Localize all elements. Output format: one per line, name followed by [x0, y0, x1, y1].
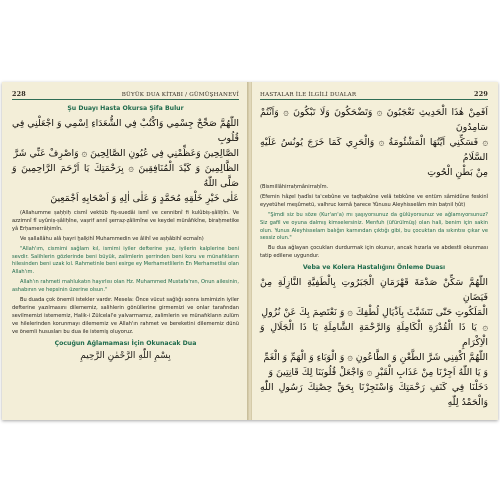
section-title-healing: Şu Duayı Hasta Okursa Şifa Bulur — [67, 105, 184, 112]
arabic-prayer-plague — [260, 275, 488, 410]
left-page-number: 228 — [12, 90, 26, 98]
arabic-line: وَ يَا اللّٰهُ اَجِرْنَا مِنْ عَذَابِ الْقَبْرِ ۞ وَاجْعَلْ قُلُوبَنَا لِكَ قَانِتِينَ وَ — [268, 367, 488, 379]
arabic-line: اللّٰهُمَّ صَحِّحْ جِسْمِي وَاكْتُبْ فِي الشُّعَدَاءِ اِسْمِي وَ اجْعَلْنِي فِي قُلُوبِ — [12, 118, 239, 144]
arabic-line: اللّٰهُمَّ سَكِّنْ صَدْمَةَ قَهْرَمَانِ الْجَبَرُوتِ بِالْطَفِيَّةِ النَّازِلَةِ مِنْ فَيَضَانِ — [260, 277, 488, 304]
right-running-title: HASTALAR İLE İLGİLİ DUALAR — [260, 92, 357, 98]
arabic-line: الظَّالِمِينَ وَ كَيْدَ الْمُنَافِقِينَ ۞ بِرَحْمَتِكَ يَا اَرْحَمَ الرَّاحِمِينَ وَ صَلَّى اللّٰهُ — [12, 163, 239, 189]
left-page — [2, 82, 248, 420]
basmala: بِسْمِ اللّٰهِ الرَّحْمٰنِ الرَّحِيمِ — [80, 350, 171, 361]
right-page-number: 229 — [474, 90, 488, 98]
arabic-prayer-child — [260, 105, 488, 180]
section-title-child-crying: Çocuğun Ağlamaması İçin Okunacak Dua — [54, 339, 197, 347]
arabic-line: اَفَمِنْ هٰذَا الْحَدِيثِ تَعْجَبُونَ ۞ وَتَضْحَكُونَ وَلَا تَبْكُونَ ۞ وَاَنْتُمْ سَامِدُونَ — [260, 107, 488, 133]
arabic-line: مِنْ بَطْنِ الْحُوتِ — [427, 167, 488, 178]
explanation-paragraph: Bu duada çok önemli istekler vardır. Mesela: Önce vücut sağlığı sonra ismimizin iyiler defterine yazılmasını dilememiz, salihlerin gönüllerine girmemizi ve onlar tarafından sevilmemizi istememiz, Halik-i Zülcelal'e yalvarmamız, zalimlerin ve münafıkların zulüm ve hilelerinden korunmayı dilememiz ve Allah'ın rahmet ve bereketini dilememiz dünü ve önemli hususları bu dua ile istemiş oluyoruz. — [12, 297, 239, 335]
transliteration-paragraph: (Allahumme ṣaḥḥiḥ cismî vektüb fiş-suedâi ismî ve cennibnî fi kulûbiṣ-ṣâliḥîn. Ve azzimnî fî uyûniṣ-ṣâliḥîne, vaṣrif annî şerraẓ-ẓâlimîne ve keydel münâfıkîne, biraḥmetike yâ Erḥamerrâḥimîn. — [12, 210, 239, 232]
right-page-header — [260, 90, 488, 100]
meaning-paragraph: Allah'ın rahmeti mahlukatın hayırlısı olan Hz. Muhammed Mustafa'nın, Onun ailesinin, ashabının ve hepsinin üzerine olsun." — [12, 279, 239, 294]
arabic-line: ۞ يَا ذَا الْقُدْرَةِ الْكَامِلَةِ وَالرَّحْمَةِ الشَّامِلَةِ يَا ذَا الْجَلَالِ وَ الْاِكْرَامِ — [260, 322, 488, 349]
basmala-transliteration: (Bismillâhirraḥmânirraḥîm. — [260, 184, 329, 190]
arabic-line: الصَّالِحِينَ وَعَظِّمْنِي فِي عُيُونِ الصَّالِحِينَ ۞ وَاصْرِفْ عَنِّي شَرَّ — [13, 148, 239, 159]
transliteration-paragraph: Ve ṣallallâhu alâ ḥayri ḫalḳihî Muhammedin ve âlihî ve aṣḥâbihî ecmaîn) — [20, 235, 204, 242]
arabic-line: عَلٰى خَيْرِ خَلْقِهِ مُحَمَّدٍ وَ عَلٰى اٰلِهِ وَ اَصْحَابِهِ اَجْمَعِينَ — [50, 193, 239, 204]
meaning-paragraph: "Allah'ım, cismimi sağlam kıl, ismimi iyiler defterine yaz, iyilerin kalplerine beni sevdir. Salihlerin gözlerinde beni büyük, zalimlerin şerrinden beni koru ve münafıkların hilesinden beni uzak kıl. Rahmetinle beni esirge ey Merhametlilerin En Merhametlisi olan Allah'ım. — [12, 245, 239, 276]
arabic-line: اللّٰهُمَّ اكْفِنِي شَرَّ الطَّعْنِ وَ الطَّاعُونِ ۞ وَ الْوَبَاءِ وَ الْهَمِّ وَ الْغَمِّ — [263, 352, 488, 364]
left-running-title: BÜYÜK DUA KİTABI / GÜMÜŞHANEVÎ — [121, 92, 239, 98]
section-title-plague: Veba ve Kolera Hastalığını Önleme Duası — [302, 264, 446, 272]
arabic-line: ۞ فَسَكِّنِي اَيَّتُهَا الْمَشْئُومَةُ ۞ وَالْحَرِي كَمَا خَرَجَ يُونُسُ عَلَيْهِ السَّلَامُ — [260, 137, 488, 163]
open-book — [2, 82, 498, 420]
arabic-line: دَخَلْنَا فِي كَنَفِ رَحْمَتِكَ وَاسْتَجِرْنَا بِحَقِّ حِصْنِكَ رَسُولِ اللّٰهِ وَالْحَمْدُ لِلّٰهِ — [260, 382, 488, 409]
explanation-paragraph: Bu dua ağlayan çocukları durdurmak için okunur, ancak hızarla ve abdestli okunması tatip edilene uygundur. — [260, 245, 488, 260]
arabic-line: الْمَلَكُوتِ حَتّٰى نَتَشَبَّثَ بِاَذْيَالِ لُطْفِكَ ۞ وَ نَعْتَصِمَ بِكَ عَنْ نُزُولِ — [261, 307, 488, 319]
right-page — [252, 82, 498, 420]
transliteration-paragraph: (Efemin hâẕel ḥadîsi taʿcebûne ve taḍḥakûne velâ tebkûne ve entüm sâmidûne feskinî eyyetühel meşûmetü, valhruc kemâ ḫarece Yûnusu Aleyhisselâm min baṭnil ḥût) — [260, 193, 488, 208]
left-page-header — [12, 90, 239, 100]
arabic-prayer-healing — [12, 116, 239, 206]
meaning-paragraph: "Şimdi siz bu söze (Kur'an'a) mı şaşıyorsunuz da gülüyorsunuz ve ağlamıyorsunuz? Siz gafil ve oyuna dalmış kimselersiniz. Menfuh (üfürülmüş) olan hali, benim için sakin olun. Yunus Aleyhisselam balığın karnından çıktığı gibi, bu çocuktan da sıkıntısı çıkar ve sessiz olun." — [260, 211, 488, 242]
